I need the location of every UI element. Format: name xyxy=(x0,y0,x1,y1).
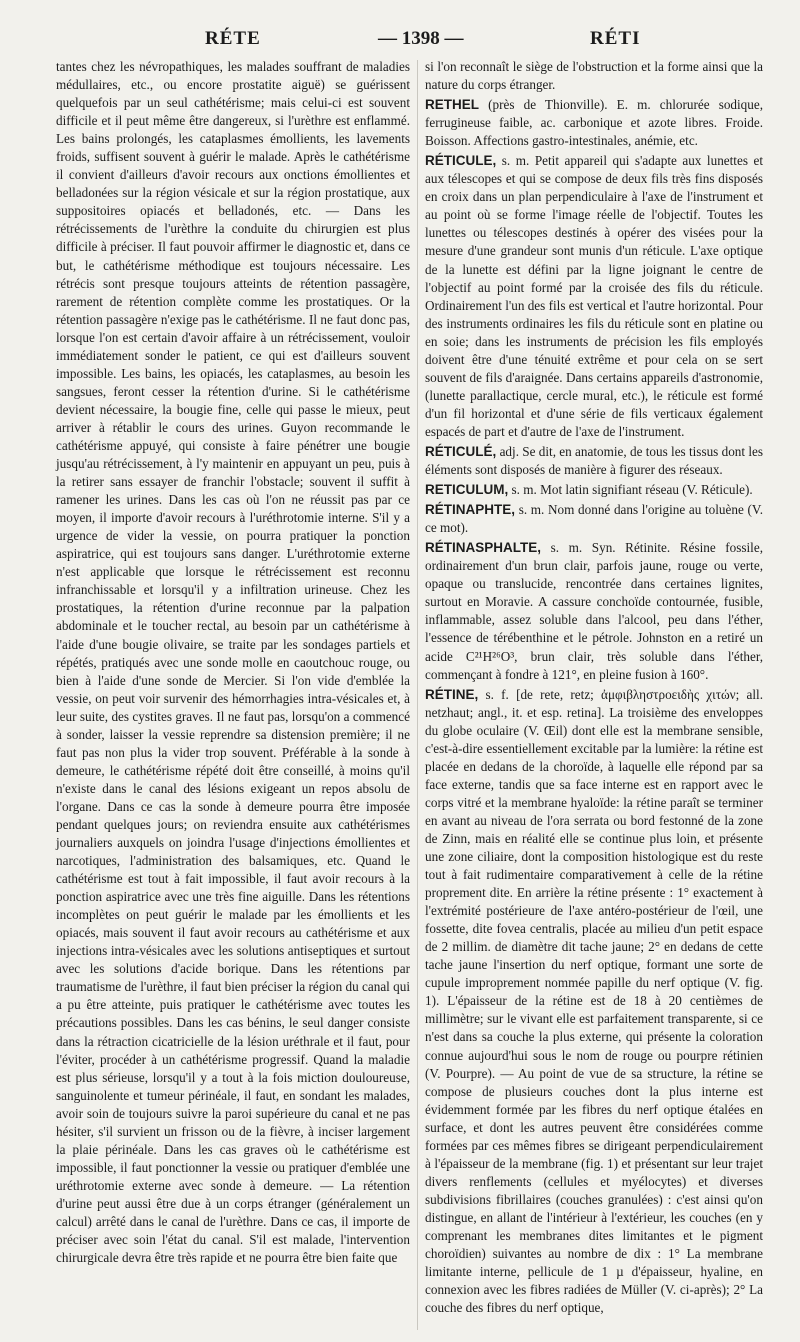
left-column xyxy=(56,58,410,1267)
continuation-text: si l'on reconnaît le siège de l'obstruction et la forme ainsi que la nature du corps étranger. xyxy=(425,59,763,93)
entry-text: s. m. Nom donné dans l'origine au toluène (V. ce mot). xyxy=(425,502,763,536)
dictionary-entry xyxy=(425,686,763,1318)
entry-headword: RETHEL xyxy=(425,97,479,113)
dictionary-entry xyxy=(425,539,763,683)
entry-headword: RETICULUM, xyxy=(425,482,509,498)
entry-text: s. f. [de rete, retz; ἀμφιβληστροειδὴς χιτών; all. netzhaut; angl., it. et esp. retina]. La troisième des enveloppes du globe oculaire (V. Œil) dont elle est la membrane sensible, c'est-à-dire essentiellement excitable par la lumière: la rétine est placée en dedans de la choroïde, à laquelle elle répond par sa face externe, tandis que sa face interne est en rapport avec le corps vitré et la membrane hyaloïde: la rétine paraît se terminer en avant au niveau de l'ora serrata ou bord festonné de la zone de Zinn, mais en réalité elle se continue plus loin, et présente une zone ciliaire, dont la composition histologique est du reste tout à fait rudimentaire comparativement à celle de la rétine proprement dite. En arrière la rétine présente : 1° exactement à l'extrémité postérieure de l'axe antéro-postérieur de l'œil, une fossette, dite fovea centralis, placée au milieu d'un petit espace de 2 millim. de diamètre dit tache jaune; 2° en dedans de cette tache jaune l'insertion du nerf optique, formant une sorte de cupule improprement nommée papille du nerf optique (V. fig. 1). L'épaisseur de la rétine est de 18 à 20 centièmes de millimètre; sur le vivant elle est parfaitement transparente, si ce n'est dans sa couche la plus externe, qui présente la coloration connue aujourd'hui sous le nom de rouge ou pourpre rétinien (V. Pourpre). — Au point de vue de sa structure, la rétine se compose de plusieurs couches dont la plus interne est évidemment formée par les fibres du nerf optique étalées en surface, et dont les autres peuvent être considérées comme formées par ces mêmes fibres se dirigeant perpendiculairement à l'épaisseur de la membrane (fig. 1) et présentant sur leur trajet divers renflements (cellules et myélocytes) et diverses subdivisions fibrillaires (couches granulées) : c'est ainsi qu'on distingue, en allant de l'intérieur à l'extérieur, les couches (en y comprenant les membranes dites limitantes et le pigment choroïdien) suivantes au nombre de dix : 1° La membrane limitante interne, pellicule de 1 µ d'épaisseur, hyaline, en connexion avec les fibres radiées de Müller (V. ci-après); 2° La couche des fibres du nerf optique, xyxy=(425,686,764,1316)
entry-text: (près de Thionville). E. m. chlorurée sodique, ferrugineuse faible, ac. carbonique et azote libres. Froide. Boisson. Affections gastro-intestinales, anémie, etc. xyxy=(425,97,764,149)
dictionary-entry xyxy=(425,481,763,499)
left-column-text: tantes chez les névropathiques, les malades souffrant de maladies médullaires, etc., ou encore prostatite aiguë) se guérissent quelquefois par un seul cathétérisme; mais celui-ci est souvent difficile et il peut même être dangereux, si l'urèthre est enflammé. Les bains prolongés, les cataplasmes émollients, les lavements froids, suffisent souvent à guérir le malade. Après le cathétérisme il convient d'ailleurs d'avoir recours aux onctions émollientes et belladonées sur la région vésicale et sur la région prostatique, aux suppositoires opiacés et belladonés, etc. — Dans les rétrécissements de l'urèthre la conduite du chirurgien est plus difficile à préciser. Il faut pouvoir affirmer le diagnostic et, dans ce but, le cathétérisme méthodique est toujours nécessaire. Les rétrécis sont presque toujours atteints de rétention passagère, rarement de rétention complète comme les prostatiques. Or la rétention passagère n'exige pas le cathétérisme. Il ne faut donc pas, lorsque l'on est certain d'avoir affaire à un rétrécissement, vouloir immédiatement sonder le patient, ce qui est d'ailleurs souvent impossible. Les bains, les opiacés, les cataplasmes, au besoin les sangsues, feront cesser la rétention d'urine. Si le cathétérisme devient nécessaire, la bougie fine, celle qui passe le mieux, peut arriver à rétablir le cours des urines. Guyon recommande le cathétérisme appuyé, qui consiste à faire pénétrer une bougie jusqu'au rétrécissement, à l'y maintenir en appuyant un peu, puis à la retirer sans essayer de franchir l'obstacle; souvent il suffit à ramener les urines. Dans les cas où l'on ne réussit pas par ce moyen, il importe d'avoir recours à l'uréthrotomie interne. S'il y a urgence de vider la vessie, on pourra pratiquer la ponction aspiratrice, qui est toujours sans danger. L'uréthrotomie externe n'est applicable que lorsque le rétrécissement est reconnu infranchissable et lorsqu'il y a infiltration urineuse. Chez les prostatiques, la rétention d'urine reconnue par la palpation abdominale et le toucher rectal, au besoin par un cathétérisme à l'aide d'une bougie olivaire, se traite par les sondages partiels et répétés, pratiqués avec une sonde molle en caoutchouc rouge, ou bien à l'aide d'une sonde de Mercier. Si l'on vide d'emblée la vessie, on peut voir survenir des hémorrhagies intra-vésicales et, à leur suite, des cystites graves. Il ne faut pas, lorsqu'on a commencé à sonder, laisser la vessie reprendre sa distension première; il ne faut pas non plus la vider trop souvent. Préférable à la sonde à demeure, le cathétérisme répété doit être conseillé, à moins qu'il n'existe dans le canal des lésions exigeant un repos absolu de l'organe. Dans ce cas la sonde à demeure pourra être imposée pendant quelques jours; on reviendra ensuite aux cathétérismes journaliers auxquels on joindra l'usage d'injections émollientes et narcotiques, l'administration des balsamiques, etc. Quand le cathétérisme est tout à fait impossible, il faut avoir recours à la ponction aspiratrice avec une très fine aiguille. Dans les rétentions incomplètes on peut guérir le malade par les émollients et les opiacés, mais souvent il faut avoir recours au cathétérisme et aux injections intra-vésicales avec les solutions antiseptiques et surtout avec les solutions d'acide borique. Dans les rétentions par traumatisme de l'urèthre, il faut bien préciser la région du canal qui a pu être atteinte, puis pratiquer le cathétérisme avec toutes les précautions possibles. Dans les cas bénins, le seul danger consiste dans la rétraction cicatricielle de la lésion uréthrale et il faut, pour l'éviter, procéder à un cathétérisme progressif. Quand la maladie est plus sérieuse, lorsqu'il y a tout à la fois miction douloureuse, sanguinolente et tumeur périnéale, il faut, en sondant les malades, avoir soin de toujours suivre la paroi supérieure du canal et ne pas hésiter, s'il survient un frisson ou de la fièvre, à inciser largement la plaie périnéale. Dans les cas graves où le cathétérisme est impossible, il faut ponctionner la vessie ou pratiquer d'emblée une uréthrotomie externe avec sonde à demeure. — La rétention d'urine peut aussi être due à un corps étranger (généralement un calcul) arrêté dans le canal de l'urèthre. Dans ce cas, il importe de préciser avec soin l'état du canal. S'il est malade, l'intervention chirurgicale devra être très rapide et ne pourra être bien faite que xyxy=(56,59,410,1266)
dictionary-entry xyxy=(425,96,763,150)
dictionary-entry xyxy=(425,152,763,441)
entry-headword: RÉTINAPHTE, xyxy=(425,502,516,518)
running-head-right: RÉTI xyxy=(590,28,641,49)
page-number: — 1398 — xyxy=(378,28,464,49)
entry-text: s. m. Mot latin signifiant réseau (V. Réticule). xyxy=(511,482,753,498)
entry-headword: RÉTINE, xyxy=(425,686,479,702)
entry-text: s. m. Petit appareil qui s'adapte aux lunettes et aux télescopes et qui se compose de deux fils très fins disposés en croix dans un plan perpendiculaire à l'axe de l'instrument et au point où se forme l'image réelle de l'objectif. Toutes les lunettes ou télescopes destinés à opérer des visées pour la mesure d'une grandeur sont munis d'un réticule. L'axe optique de la lunette est défini par la ligne joignant le centre de l'objectif au point formé par la croisée des fils du réticule. Ordinairement l'un des fils est vertical et l'autre horizontal. Pour des instruments ordinaires les fils du réticule sont en platine ou en soie; dans les instruments de précision les fils employés doivent être d'une ténuité extrême et pour cela on se sert souvent de fils d'araignée. Dans certains appareils d'astronomie, (lunette parallactique, cercle mural, etc.), le réticule est formé d'un fil horizontal et d'une série de fils verticaux également espacés de part et d'autre de l'axe de l'instrument. xyxy=(425,153,764,439)
column-divider xyxy=(417,60,418,1330)
dictionary-entry xyxy=(425,443,763,479)
dictionary-entry xyxy=(425,501,763,537)
running-head-left: RÉTE xyxy=(205,28,261,49)
entry-headword: RÉTICULE, xyxy=(425,153,497,169)
entry-text: s. m. Syn. Rétinite. Résine fossile, ordinairement d'un brun clair, parfois jaune, rouge ou verte, opaque ou translucide, rencontrée dans certaines lignites, surtout en Moravie. A cassure conchoïde contournée, fusible, inflammable, assez soluble dans l'alcool, peu dans l'éther, l'essence de térébenthine et le pétrole. Johnston en a retiré un acide C²¹H²⁶O³, brun clair, très soluble dans l'éther, commençant à fondre à 121°, en pleine fusion à 160°. xyxy=(425,540,763,682)
right-column xyxy=(425,58,763,1317)
entry-headword: RÉTICULÉ, xyxy=(425,443,497,459)
entry-text: adj. Se dit, en anatomie, de tous les tissus dont les éléments sont disposés de manière à figurer des réseaux. xyxy=(425,443,763,478)
entry-headword: RÉTINASPHALTE, xyxy=(425,540,542,556)
